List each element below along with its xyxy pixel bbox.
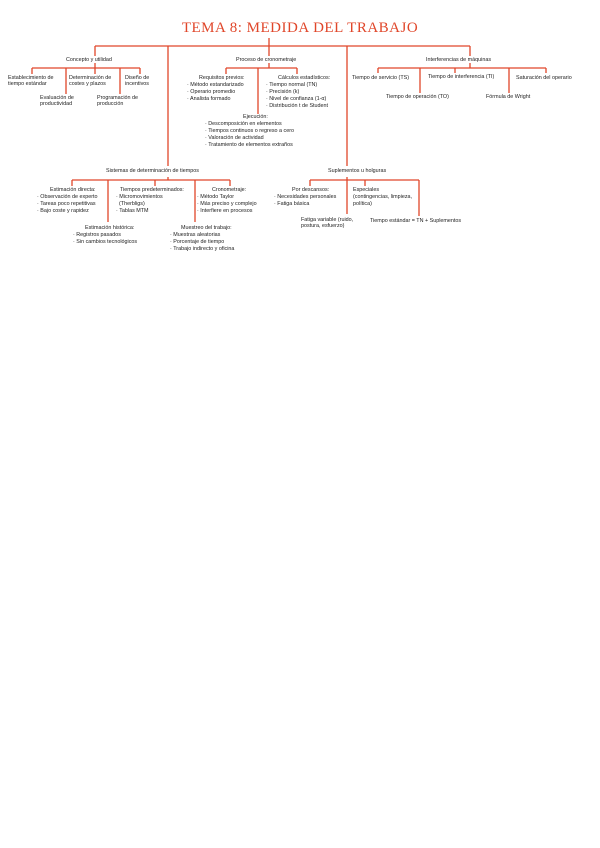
concepto-item: Programación de producción xyxy=(97,95,139,108)
descansos-head: Por descansos: xyxy=(292,187,330,193)
especiales-head: Especiales xyxy=(353,187,380,193)
cronometraje-head: Cronometraje: xyxy=(212,187,247,193)
calculos-item: · Distribución t de Student xyxy=(266,103,329,109)
calculos-item: · Precisión (k) xyxy=(266,89,300,95)
ejecucion-item: · Tratamiento de elementos extraños xyxy=(205,142,293,148)
ejecucion-item: · Valoración de actividad xyxy=(205,135,264,141)
predeterminados-item: (Therbligs) xyxy=(116,201,145,207)
historica-item: · Sin cambios tecnológicos xyxy=(73,239,138,245)
concepto-item: Diseño de incentivos xyxy=(125,75,150,88)
especiales-item: política) xyxy=(353,201,372,207)
branch-concepto-label: Concepto y utilidad xyxy=(66,57,112,63)
requisitos-item: · Método estandarizado xyxy=(187,82,244,88)
interferencias-item: Tiempo de interferencia (TI) xyxy=(428,74,495,80)
ejecucion-item: · Descomposición en elementos xyxy=(205,121,282,127)
predeterminados-item: · Micromovimientos xyxy=(116,194,163,200)
muestreo-item: · Porcentaje de tiempo xyxy=(170,239,225,245)
calculos-head: Cálculos estadísticos: xyxy=(278,75,331,81)
concepto-item: Evaluación de productividad xyxy=(40,95,74,108)
directa-item: · Bajo coste y rapidez xyxy=(37,208,89,214)
branch-sistemas-label: Sistemas de determinación de tiempos xyxy=(106,168,199,174)
descansos-item: · Fatiga básica xyxy=(274,201,310,207)
diagram-title: TEMA 8: MEDIDA DEL TRABAJO xyxy=(181,20,419,36)
ejecucion-head: Ejecución: xyxy=(243,114,268,120)
fatiga-variable: Fatiga variable (ruido, postura, esfuerzo) xyxy=(301,217,354,230)
muestreo-item: · Trabajo indirecto y oficina xyxy=(170,246,235,252)
interferencias-item: Saturación del operario xyxy=(516,75,572,81)
interferencias-item: Tiempo de servicio (TS) xyxy=(352,75,410,81)
historica-item: · Registros pasados xyxy=(73,232,121,238)
calculos-item: · Tiempo normal (TN) xyxy=(266,82,318,88)
branch-proceso-label: Proceso de cronometraje xyxy=(236,57,297,63)
directa-item: · Observación de experto xyxy=(37,194,98,200)
requisitos-head: Requisitos previos: xyxy=(199,75,245,81)
descansos-item: · Necesidades personales xyxy=(274,194,337,200)
requisitos-item: · Analista formado xyxy=(187,96,231,102)
directa-item: · Tareas poco repetitivas xyxy=(37,201,96,207)
requisitos-item: · Operario promedio xyxy=(187,89,236,95)
muestreo-head: Muestreo del trabajo: xyxy=(181,225,232,231)
muestreo-item: · Muestras aleatorias xyxy=(170,232,221,238)
directa-head: Estimación directa: xyxy=(50,187,96,193)
predeterminados-head: Tiempos predeterminados: xyxy=(120,187,184,193)
concepto-item: Establecimiento de tiempo estándar xyxy=(8,75,54,88)
interferencias-item: Fórmula de Wright xyxy=(486,94,531,100)
branch-interferencias-label: Interferencias de máquinas xyxy=(426,57,492,63)
tiempo-estandar-formula: Tiempo estándar = TN + Suplementos xyxy=(370,218,462,224)
branch-suplementos-label: Suplementos u holguras xyxy=(328,168,387,174)
predeterminados-item: · Tablas MTM xyxy=(116,208,149,214)
ejecucion-item: · Tiempos continuos o regreso a cero xyxy=(205,128,294,134)
especiales-item: (contingencias, limpieza, xyxy=(353,194,413,200)
concepto-item: Determinación de costes y plazos xyxy=(69,75,112,88)
calculos-item: · Nivel de confianza (1-α) xyxy=(266,96,327,102)
interferencias-item: Tiempo de operación (TO) xyxy=(386,94,449,100)
historica-head: Estimación histórica: xyxy=(85,225,135,231)
cronometraje-item: · Interfiere en procesos xyxy=(197,208,253,214)
cronometraje-item: · Más preciso y complejo xyxy=(197,201,257,207)
cronometraje-item: · Método Taylor xyxy=(197,194,235,200)
